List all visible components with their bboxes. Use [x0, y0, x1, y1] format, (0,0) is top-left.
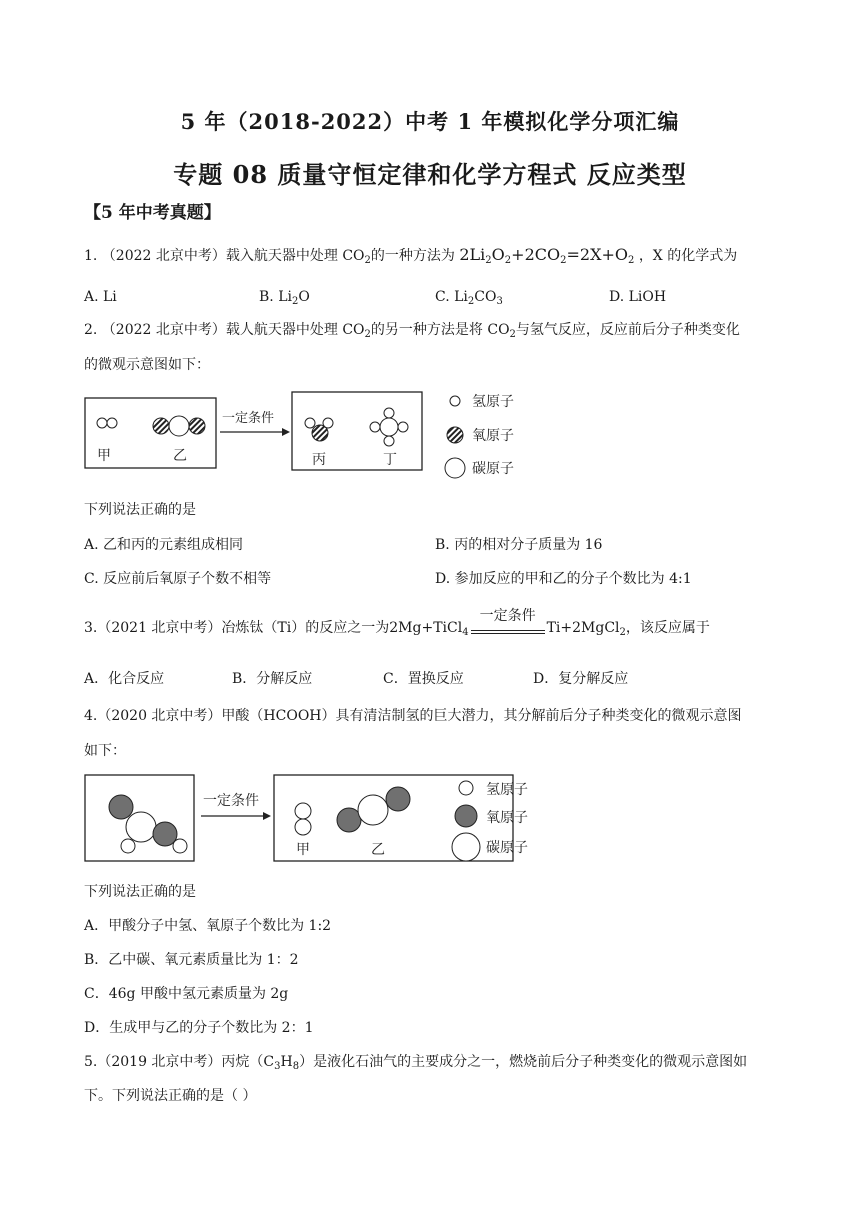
q3-condition: 一定条件: [479, 608, 536, 624]
oxygen-atom: [153, 822, 177, 846]
q3-option-b: B．分解反应: [232, 671, 313, 687]
q2-option-a: A. 乙和丙的元素组成相同: [84, 537, 244, 553]
hydrogen-atom: [384, 436, 394, 446]
q3-option-a: A．化合反应: [84, 671, 165, 687]
q2-label-ding: 丁: [383, 452, 397, 468]
q4-option-d: D．生成甲与乙的分子个数比为 2：1: [84, 1020, 314, 1036]
q2-stem-line2: 的微观示意图如下：: [84, 357, 210, 373]
legend-carbon-icon: [445, 458, 465, 478]
hydrogen-atom: [173, 839, 187, 853]
q2-stem-line1: 2. （2022 北京中考）载人航天器中处理 $CO_2$的另一种方法是将 $CO_2$与氢气反应，反应前后分子种类变化: [84, 322, 740, 340]
q2-legend-oxygen: 氧原子: [472, 428, 514, 444]
q1-option-c: C. $Li_2CO_3$: [435, 289, 503, 307]
arrow-head-icon: [282, 428, 290, 436]
q1-option-d: D. LiOH: [609, 289, 667, 305]
q3-option-c: C．置换反应: [383, 671, 464, 687]
q2-question: 下列说法正确的是: [84, 502, 196, 518]
q2-condition: 一定条件: [222, 411, 275, 426]
hydrogen-atom: [384, 408, 394, 418]
oxygen-atom: [386, 787, 410, 811]
document-title: 5 年（2018-2022）中考 1 年模拟化学分项汇编: [180, 109, 680, 134]
arrow-head-icon: [263, 812, 271, 820]
carbon-atom: [358, 795, 388, 825]
legend-carbon-icon: [452, 833, 480, 861]
q1-stem: 1. （2022 北京中考）载入航天器中处理 $CO_2$的一种方法为 $2Li_2O_2+2CO_2=2X+O_2$ ，X 的化学式为: [84, 245, 738, 266]
q5-stem-line1: 5.（2019 北京中考）丙烷$(C_3H_8)$是液化石油气的主要成分之一，燃烧前后分子种类变化的微观示意图如: [84, 1054, 748, 1072]
legend-hydrogen-icon: [450, 396, 460, 406]
hydrogen-atom: [398, 422, 408, 432]
hydrogen-atom: [97, 418, 107, 428]
oxygen-atom: [153, 418, 169, 434]
q2-label-bing: 丙: [312, 452, 326, 468]
q2-option-b: B. 丙的相对分子质量为 16: [435, 537, 603, 553]
legend-oxygen-icon: [447, 427, 463, 443]
q3-option-d: D．复分解反应: [533, 671, 629, 687]
oxygen-atom: [189, 418, 205, 434]
hydrogen-atom: [323, 418, 333, 428]
q4-condition: 一定条件: [203, 793, 259, 809]
q4-question: 下列说法正确的是: [84, 884, 196, 900]
hydrogen-atom: [295, 803, 311, 819]
q2-label-jia: 甲: [97, 448, 111, 464]
q2-reaction-diagram: [84, 388, 534, 480]
q2-legend-carbon: 碳原子: [472, 461, 514, 477]
q1-option-a: A. Li: [84, 289, 117, 305]
carbon-atom: [169, 416, 189, 436]
document-subtitle: 专题 08 质量守恒定律和化学方程式 反应类型: [173, 160, 687, 189]
q4-label-jia: 甲: [296, 842, 310, 858]
section-heading: 【5 年中考真题】: [84, 203, 221, 223]
q2-option-d: D. 参加反应的甲和乙的分子个数比为 4:1: [435, 571, 692, 587]
hydrogen-atom: [370, 422, 380, 432]
q3-stem: 3.（2021 北京中考）冶炼钛（Ti）的反应之一为2Mg+TiCl$_4$ 一定条件 Ti+2MgCl$_2$，该反应属于: [84, 608, 710, 638]
q4-option-a: A．甲酸分子中氢、氧原子个数比为 1:2: [84, 918, 332, 934]
q4-label-yi: 乙: [371, 842, 385, 858]
q2-label-yi: 乙: [173, 448, 187, 464]
q2-option-c: C. 反应前后氧原子个数不相等: [84, 571, 272, 587]
q1-equation: $2Li_2O_2+2CO_2=2X+O_2$: [459, 245, 635, 266]
legend-oxygen-icon: [455, 805, 477, 827]
hydrogen-atom: [295, 819, 311, 835]
q4-option-c: C．46g 甲酸中氢元素质量为 2g: [84, 986, 289, 1002]
q4-legend-oxygen: 氧原子: [486, 810, 528, 826]
oxygen-atom: [337, 808, 361, 832]
q4-reaction-diagram: [84, 772, 544, 866]
hydrogen-atom: [107, 418, 117, 428]
q2-legend-hydrogen: 氢原子: [472, 394, 514, 410]
legend-hydrogen-icon: [459, 781, 473, 795]
q4-legend-hydrogen: 氢原子: [486, 782, 528, 798]
q4-legend-carbon: 碳原子: [486, 840, 528, 856]
q1-option-b: B. $Li_2O$: [259, 289, 310, 307]
q5-stem-line2: 下。下列说法正确的是（ ）: [84, 1088, 257, 1104]
q4-option-b: B．乙中碳、氧元素质量比为 1：2: [84, 952, 299, 968]
q4-stem-line2: 如下：: [84, 743, 126, 759]
oxygen-atom: [109, 795, 133, 819]
hydrogen-atom: [121, 839, 135, 853]
carbon-atom: [126, 812, 156, 842]
q4-stem-line1: 4.（2020 北京中考）甲酸（HCOOH）具有清洁制氢的巨大潜力，其分解前后分子种类变化的微观示意图: [84, 708, 742, 724]
carbon-atom: [380, 418, 398, 436]
q3-equation: 2Mg+TiCl$_4$ 一定条件 Ti+2MgCl$_2$: [389, 608, 626, 638]
hydrogen-atom: [305, 418, 315, 428]
